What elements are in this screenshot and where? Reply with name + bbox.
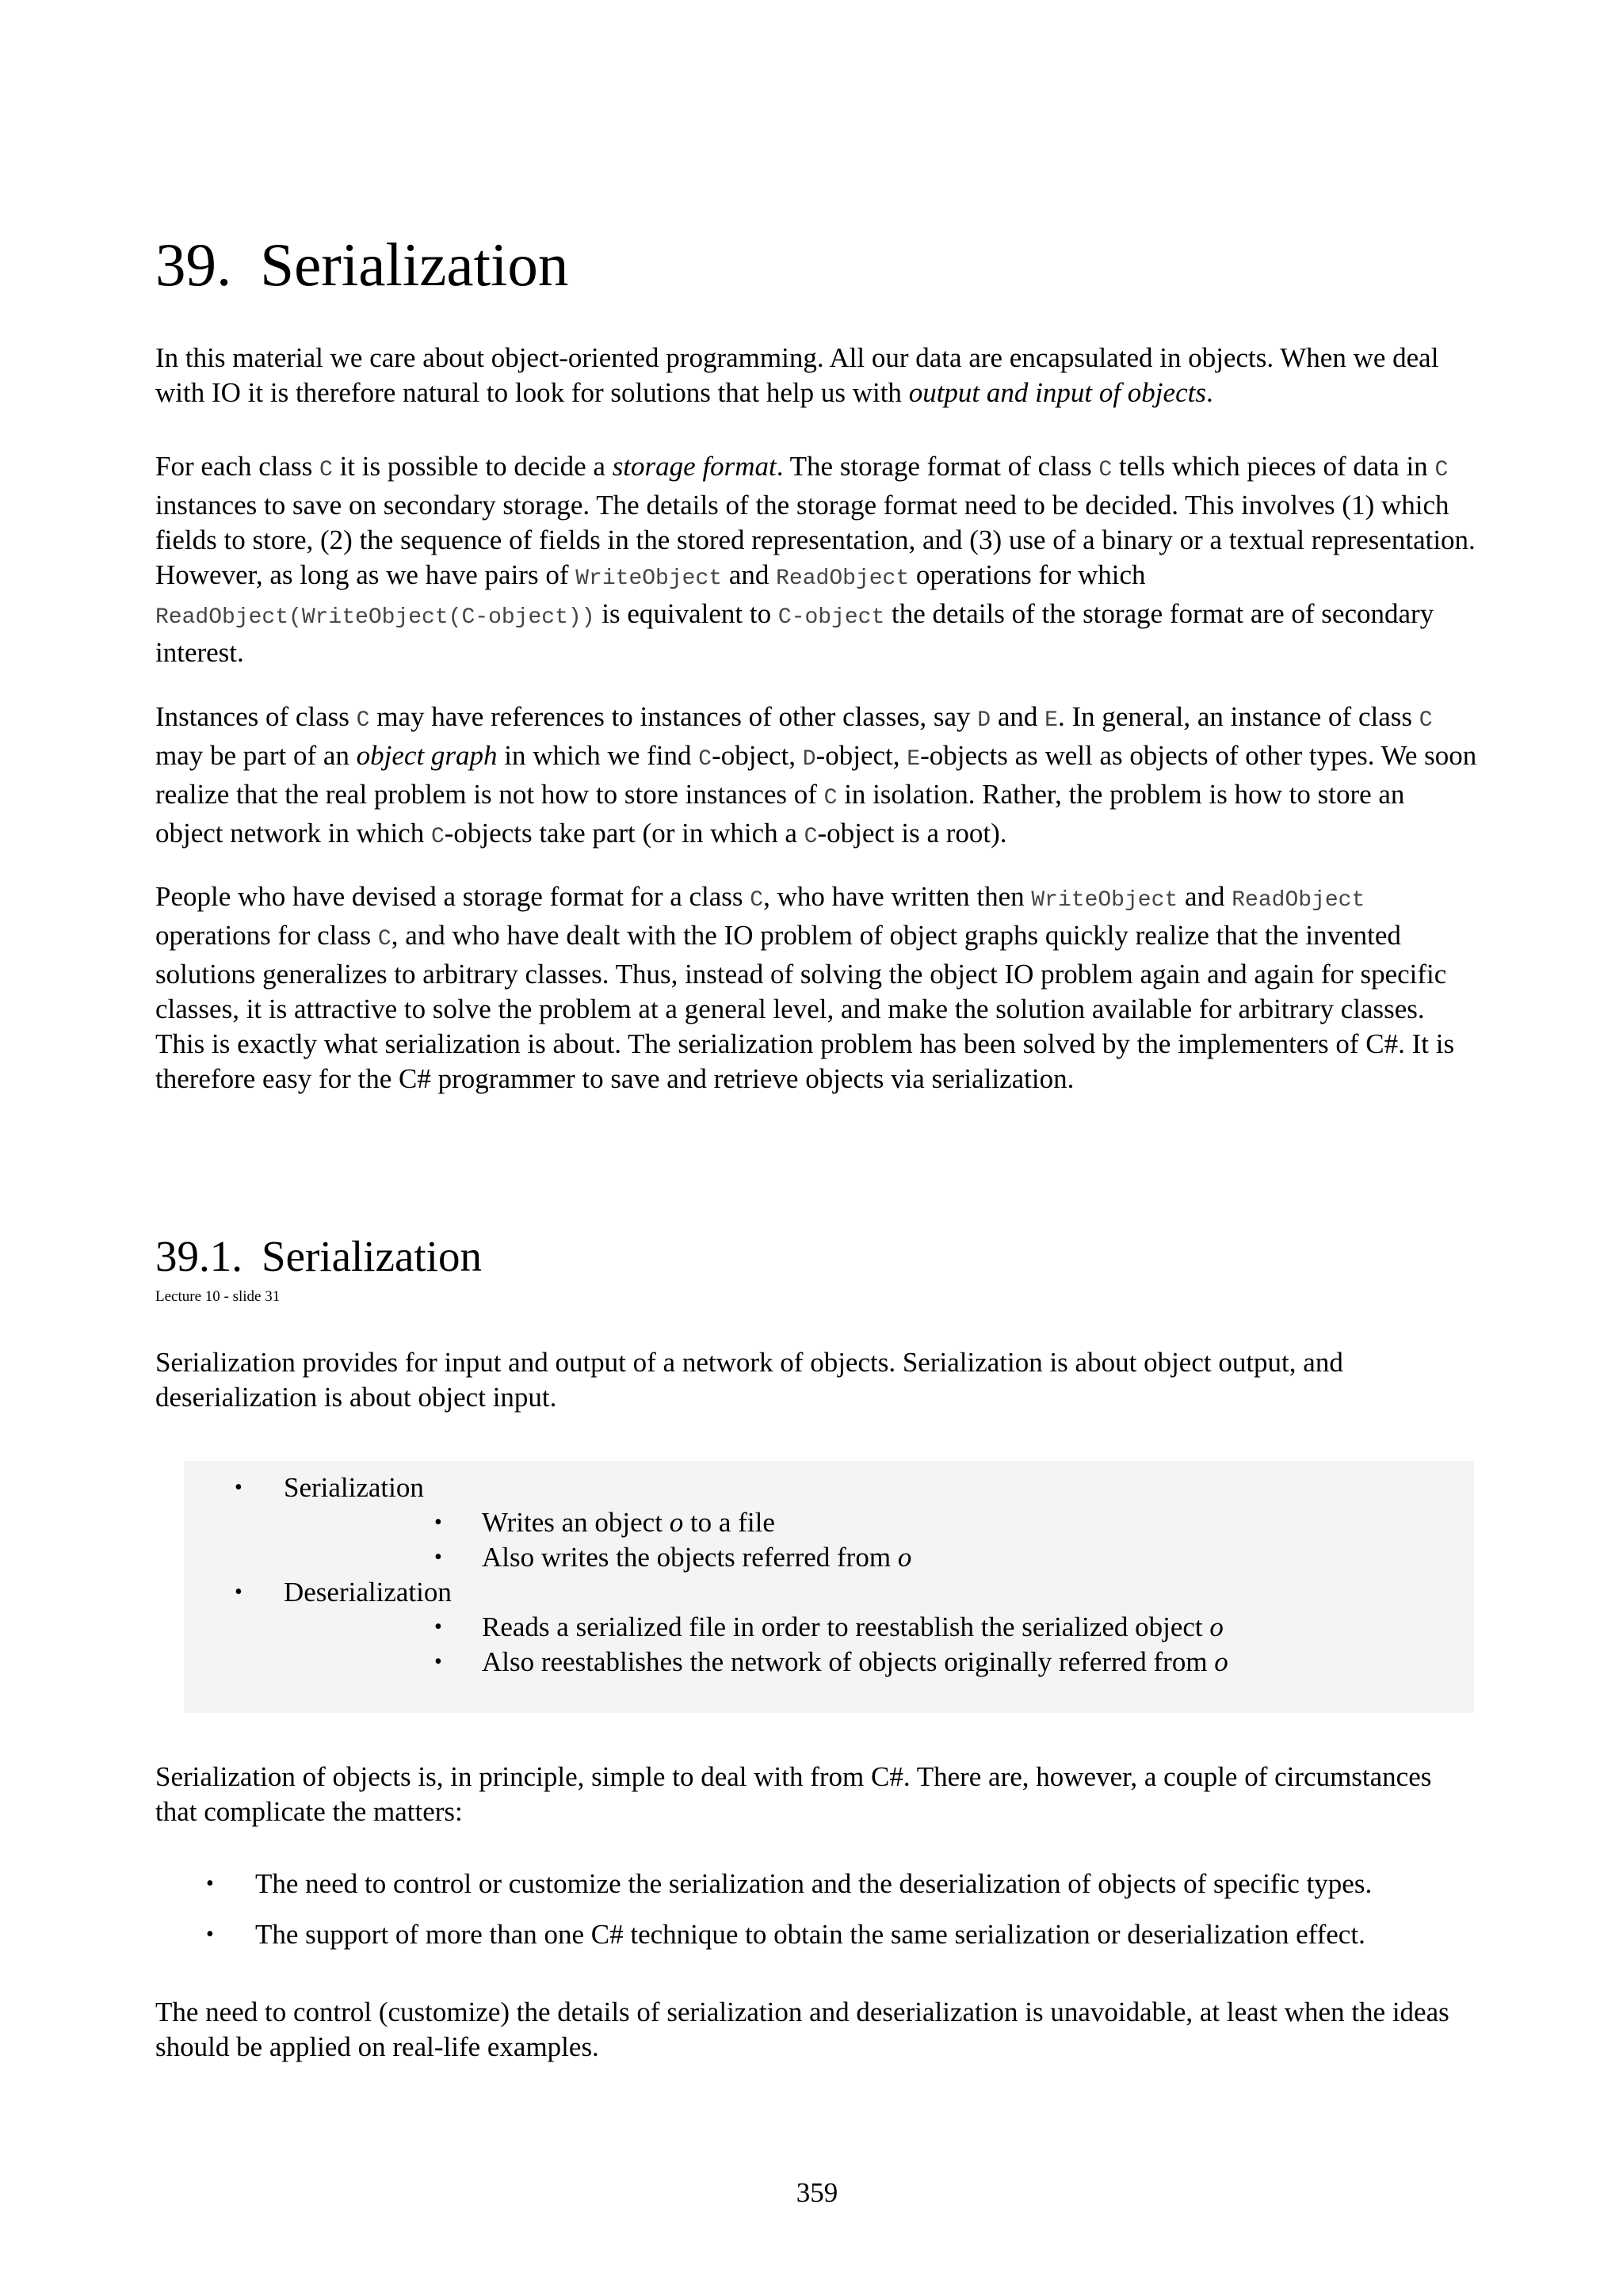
code-expression: ReadObject(WriteObject(C-object)) (155, 605, 595, 630)
text-run: Also writes the objects referred from (482, 1542, 898, 1573)
intro-paragraph-3 (155, 700, 1479, 855)
slide-subitem (284, 1540, 1228, 1575)
text-run: Reads a serialized file in order to reestablish the serialized object (482, 1611, 1210, 1642)
section-paragraph-2: Serialization of objects is, in principle, simple to deal with from C#. There are, however, a couple of circumstances that complicate the matters: (155, 1761, 1432, 1827)
code-class-c: C (356, 708, 370, 733)
bullet-icon: • (206, 1871, 214, 1896)
chapter-title-text: Serialization (260, 231, 569, 299)
page-number: 359 (796, 2177, 838, 2208)
emphasis: o (1214, 1646, 1228, 1677)
text-run: operations for class (155, 920, 378, 951)
text-run: -object, (815, 740, 907, 771)
slide-summary-list (184, 1470, 1228, 1680)
list-item-text: The support of more than one C# technique to obtain the same serialization or deserialization effect. (255, 1919, 1365, 1950)
slide-reference: Lecture 10 - slide 31 (155, 1288, 281, 1305)
text-run: to a file (683, 1507, 775, 1538)
code-class-c: C (804, 825, 818, 849)
list-item-text: The need to control or customize the serialization and the deserialization of objects of specific types. (255, 1868, 1373, 1899)
code-c-object: C-object (777, 605, 885, 630)
slide-subitem (284, 1645, 1228, 1680)
list-item (155, 1917, 1372, 1952)
text-run: it is possible to decide a (332, 451, 613, 482)
slide-subitem (284, 1505, 1228, 1540)
text-run: . In general, an instance of class (1057, 701, 1419, 732)
section-number: 39.1. (155, 1232, 242, 1280)
text-run: For each class (155, 451, 320, 482)
chapter-number: 39. (155, 231, 232, 299)
list-item (155, 1867, 1372, 1901)
code-readobject: ReadObject (776, 566, 910, 591)
code-class-c: C (319, 458, 333, 482)
text-run: may be part of an (155, 740, 357, 771)
section-title (155, 1233, 482, 1281)
complication-list (155, 1867, 1372, 1968)
code-readobject: ReadObject (1232, 888, 1365, 913)
code-class-e: E (907, 747, 921, 772)
text-run: In this material we care about object-oriented programming. All our data are encapsulated in objects. When we deal with IO it is therefore natural to look for solutions that help us with (155, 342, 1439, 408)
text-run: Instances of class (155, 701, 357, 732)
code-class-c: C (698, 747, 712, 772)
intro-paragraph-2 (155, 449, 1479, 670)
text-run: is equivalent to (594, 598, 778, 629)
text-run: People who have devised a storage format for a class (155, 881, 750, 912)
code-class-c: C (823, 786, 838, 810)
bullet-icon: • (434, 1545, 442, 1569)
text-run: Also reestablishes the network of objects originally referred from (482, 1646, 1215, 1677)
text-run: operations for which (909, 559, 1146, 590)
text-run: -objects take part (or in which a (444, 818, 804, 849)
bullet-icon: • (434, 1615, 442, 1639)
text-run: -object is a root). (817, 818, 1007, 849)
text-run: in which we find (497, 740, 699, 771)
text-run: and (722, 559, 777, 590)
emphasis: output and input of objects (908, 377, 1206, 408)
text-run: instances to save on secondary storage. The details of the storage format need to be decided. This involves (1) which fields to store, (2) the sequence of fields in the stored representation, and (3) use of a binary or a textual representation. However, as long as we have pairs of (155, 490, 1476, 590)
emphasis: o (1209, 1611, 1224, 1642)
bullet-icon: • (235, 1580, 242, 1604)
slide-item-serialization (184, 1470, 1228, 1575)
text-run: . The storage format of class (776, 451, 1099, 482)
slide-item-deserialization (184, 1575, 1228, 1680)
text-run: and (991, 701, 1045, 732)
text-run: may have references to instances of other classes, say (369, 701, 978, 732)
bullet-icon: • (434, 1510, 442, 1535)
slide-item-label: Serialization (284, 1472, 424, 1503)
slide-subitem (284, 1610, 1228, 1645)
code-class-c: C (377, 927, 391, 952)
slide-sublist (284, 1610, 1228, 1680)
bullet-icon: • (206, 1922, 214, 1947)
text-run: the details of the storage format are of secondary interest. (155, 598, 1434, 668)
text-run: Writes an object (482, 1507, 670, 1538)
intro-paragraph-1 (155, 341, 1479, 410)
intro-paragraph-4 (155, 879, 1479, 1097)
code-class-e: E (1044, 708, 1058, 733)
section-paragraph-1: Serialization provides for input and output of a network of objects. Serialization is about object output, and deserialization is about object input. (155, 1347, 1343, 1413)
section-paragraph-3: The need to control (customize) the details of serialization and deserialization is unavoidable, at least when the ideas should be applied on real-life examples. (155, 1997, 1449, 2062)
slide-sublist (284, 1505, 1228, 1575)
code-class-c: C (1419, 708, 1433, 733)
code-class-c: C (430, 825, 445, 849)
bullet-icon: • (434, 1650, 442, 1674)
text-run: and (1178, 881, 1232, 912)
emphasis: object graph (356, 740, 498, 771)
text-run: in isolation. Rather, the problem is how to store an object network in which (155, 779, 1405, 849)
emphasis: storage format (612, 451, 777, 482)
text-run: , who have written then (763, 881, 1032, 912)
text-run: . (1205, 377, 1213, 408)
emphasis: o (669, 1507, 684, 1538)
text-run: tells which pieces of data in (1112, 451, 1435, 482)
code-class-c: C (750, 888, 764, 913)
slide-item-label: Deserialization (284, 1577, 452, 1608)
code-class-c: C (1434, 458, 1449, 482)
code-class-c: C (1098, 458, 1113, 482)
text-run: , and who have dealt with the IO problem of object graphs quickly realize that the invented solutions generalizes to arbitrary classes. Thus, instead of solving the object IO problem again and again for specific classes, it is attractive to solve the problem at a general level, and make the solution available for arbitrary classes. This is exactly what serialization is about. The serialization problem has been solved by the implementers of C#. It is therefore easy for the C# programmer to save and retrieve objects via serialization. (155, 920, 1455, 1094)
text-run: -objects as well as objects of other types. We soon realize that the real problem is not how to store instances of (155, 740, 1477, 810)
code-writeobject: WriteObject (1031, 888, 1178, 913)
slide-summary-box (184, 1461, 1474, 1713)
bullet-icon: • (235, 1475, 242, 1500)
section-title-text: Serialization (262, 1232, 482, 1280)
code-class-d: D (802, 747, 816, 772)
code-class-d: D (977, 708, 991, 733)
text-run: -object, (712, 740, 803, 771)
code-writeobject: WriteObject (575, 566, 723, 591)
chapter-title (155, 231, 568, 299)
emphasis: o (897, 1542, 912, 1573)
